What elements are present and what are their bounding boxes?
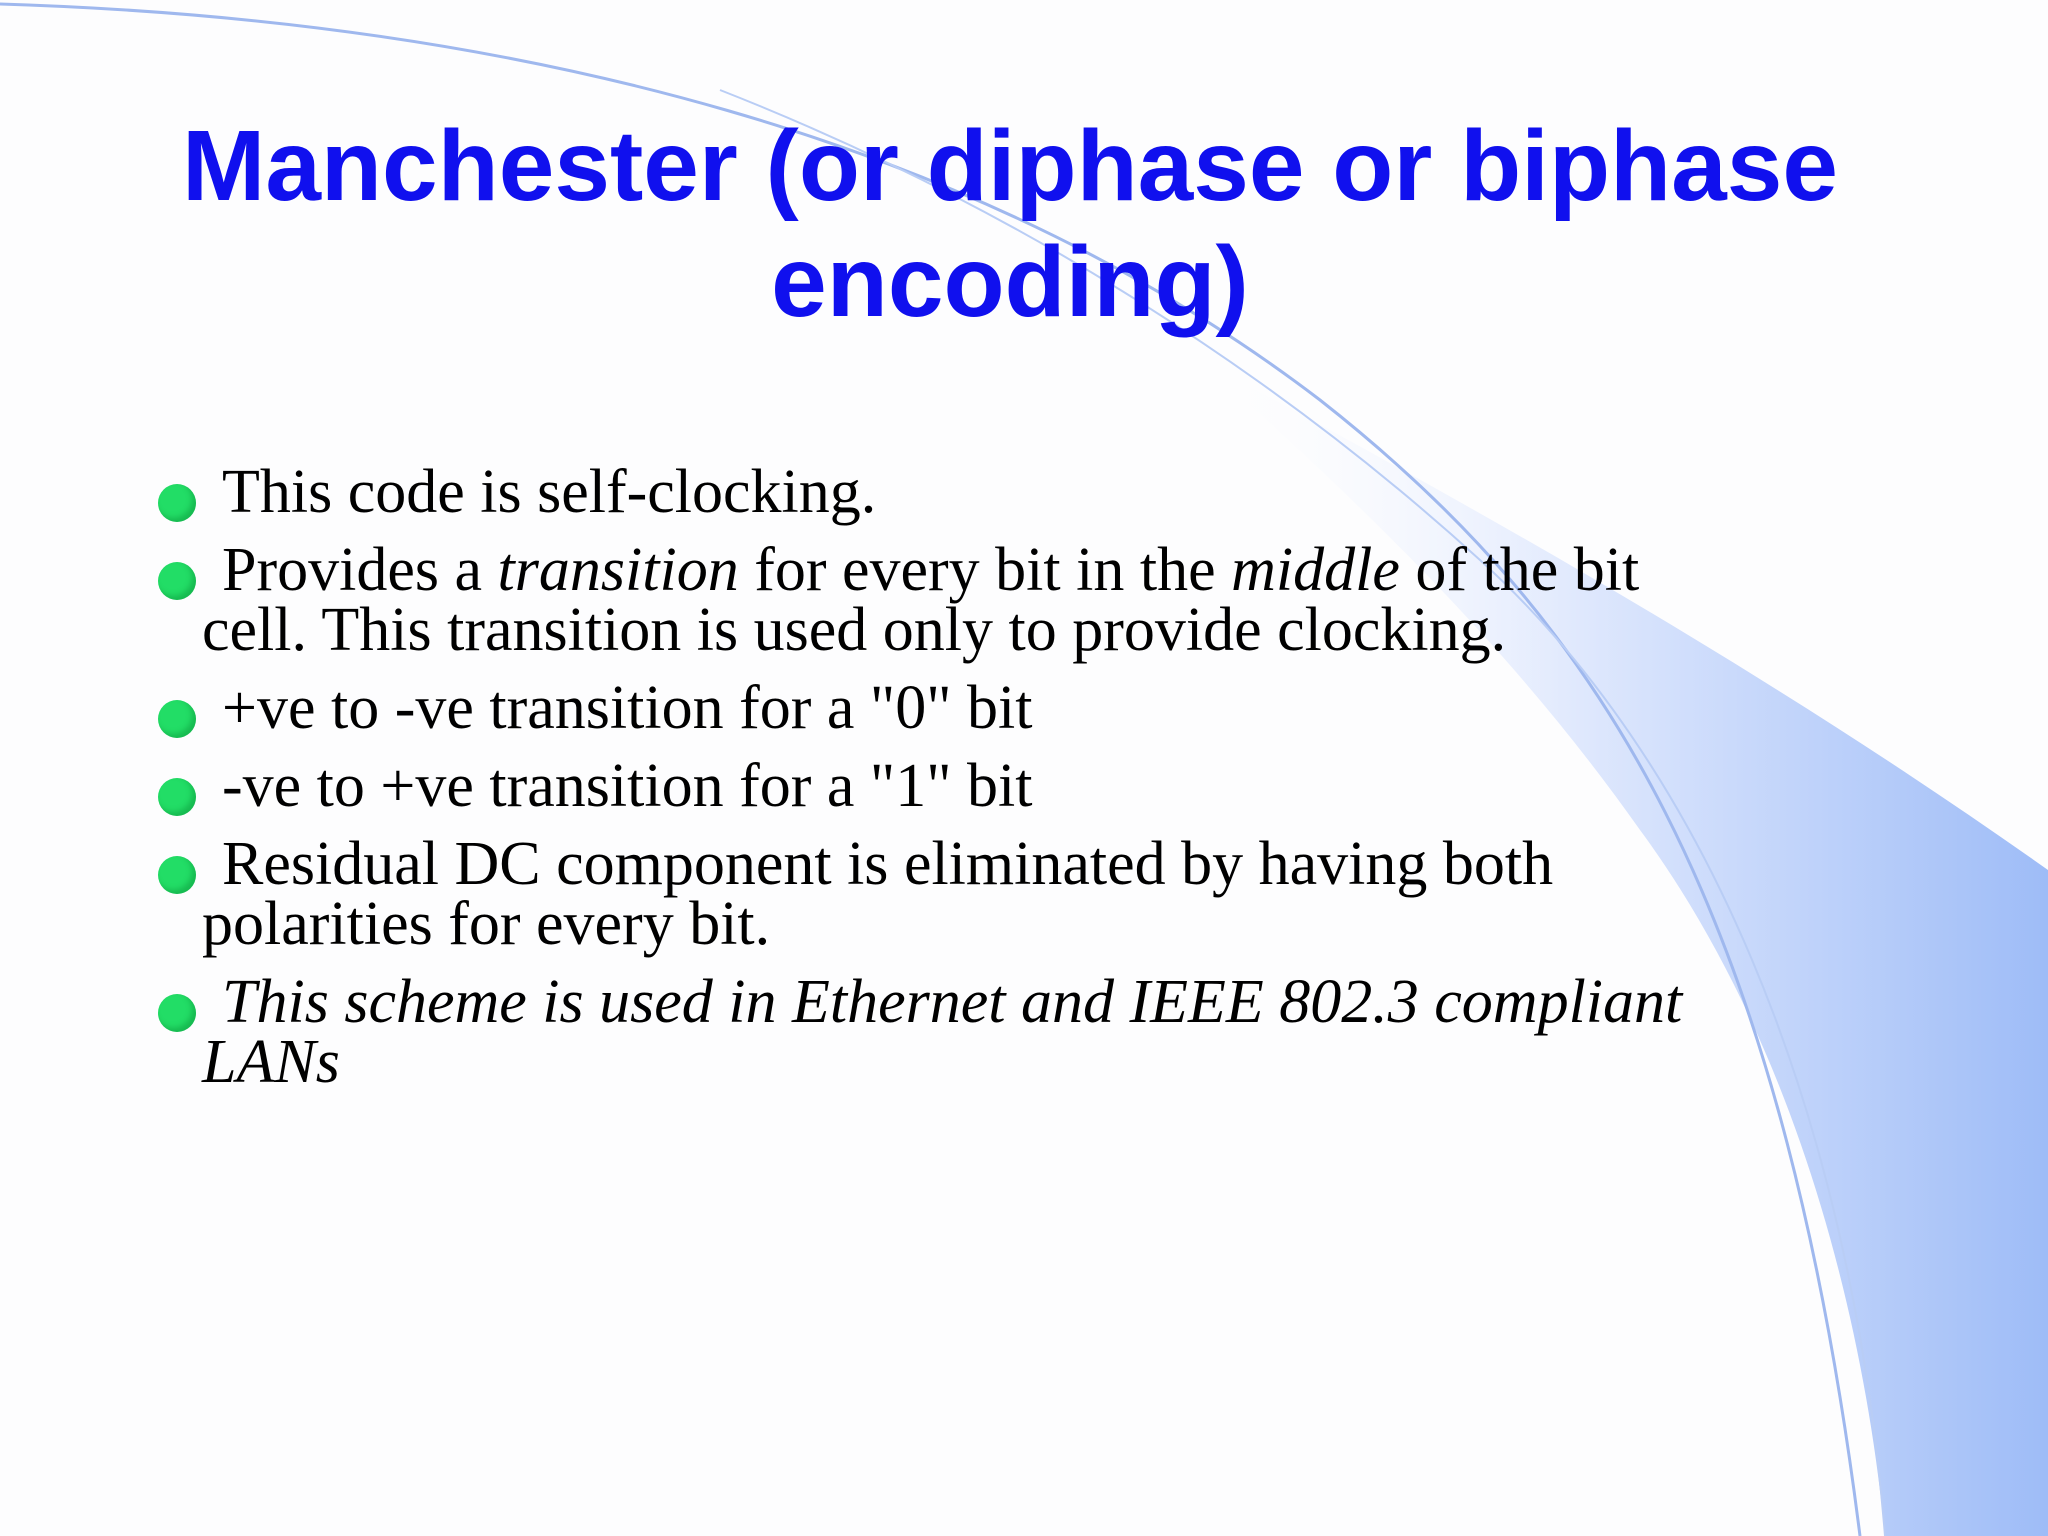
bullet-text: for every bit in the (738, 536, 1232, 604)
bullet-text: Provides a (222, 536, 498, 604)
bullet-text-italic: middle (1231, 536, 1400, 604)
bullet-item (158, 536, 1878, 664)
slide-title (100, 108, 1920, 340)
bullet-item (158, 674, 1878, 742)
bullet-line (180, 830, 1878, 898)
bullet-item (158, 458, 1878, 526)
bullet-dot-icon (158, 994, 196, 1032)
bullet-line (180, 968, 1878, 1036)
bullet-line (180, 890, 1878, 958)
bullet-text-italic: This scheme is used in Ethernet and IEEE 802.3 compliant (222, 968, 1683, 1036)
bullet-text: cell. This transition is used only to provide clocking. (202, 596, 1507, 664)
bullet-text-italic: transition (497, 536, 739, 604)
bullet-text: -ve to +ve transition for a "1" bit (222, 752, 1033, 820)
bullet-line (180, 674, 1878, 742)
slide-title-line-2: encoding) (771, 226, 1249, 338)
bullet-text: +ve to -ve transition for a "0" bit (222, 674, 1033, 742)
slide-title-line-1: Manchester (or diphase or biphase (182, 110, 1838, 222)
bullet-dot-icon (158, 700, 196, 738)
bullet-dot-icon (158, 856, 196, 894)
bullet-line (180, 458, 1878, 526)
bullet-line (180, 596, 1878, 664)
bullet-item (158, 752, 1878, 820)
bullet-text: Residual DC component is eliminated by having both (222, 830, 1554, 898)
bullet-dot-icon (158, 778, 196, 816)
bullet-text: of the bit (1399, 536, 1640, 604)
bullet-line (180, 1028, 1878, 1096)
bullet-line (180, 536, 1878, 604)
bullet-dot-icon (158, 484, 196, 522)
bullet-dot-icon (158, 562, 196, 600)
bullet-text: This code is self-clocking. (222, 458, 877, 526)
bullet-text-italic: LANs (202, 1028, 340, 1096)
bullet-text: polarities for every bit. (202, 890, 771, 958)
bullet-item (158, 830, 1878, 958)
bullet-list (158, 458, 1878, 1110)
bullet-line (180, 752, 1878, 820)
bullet-item (158, 968, 1878, 1096)
